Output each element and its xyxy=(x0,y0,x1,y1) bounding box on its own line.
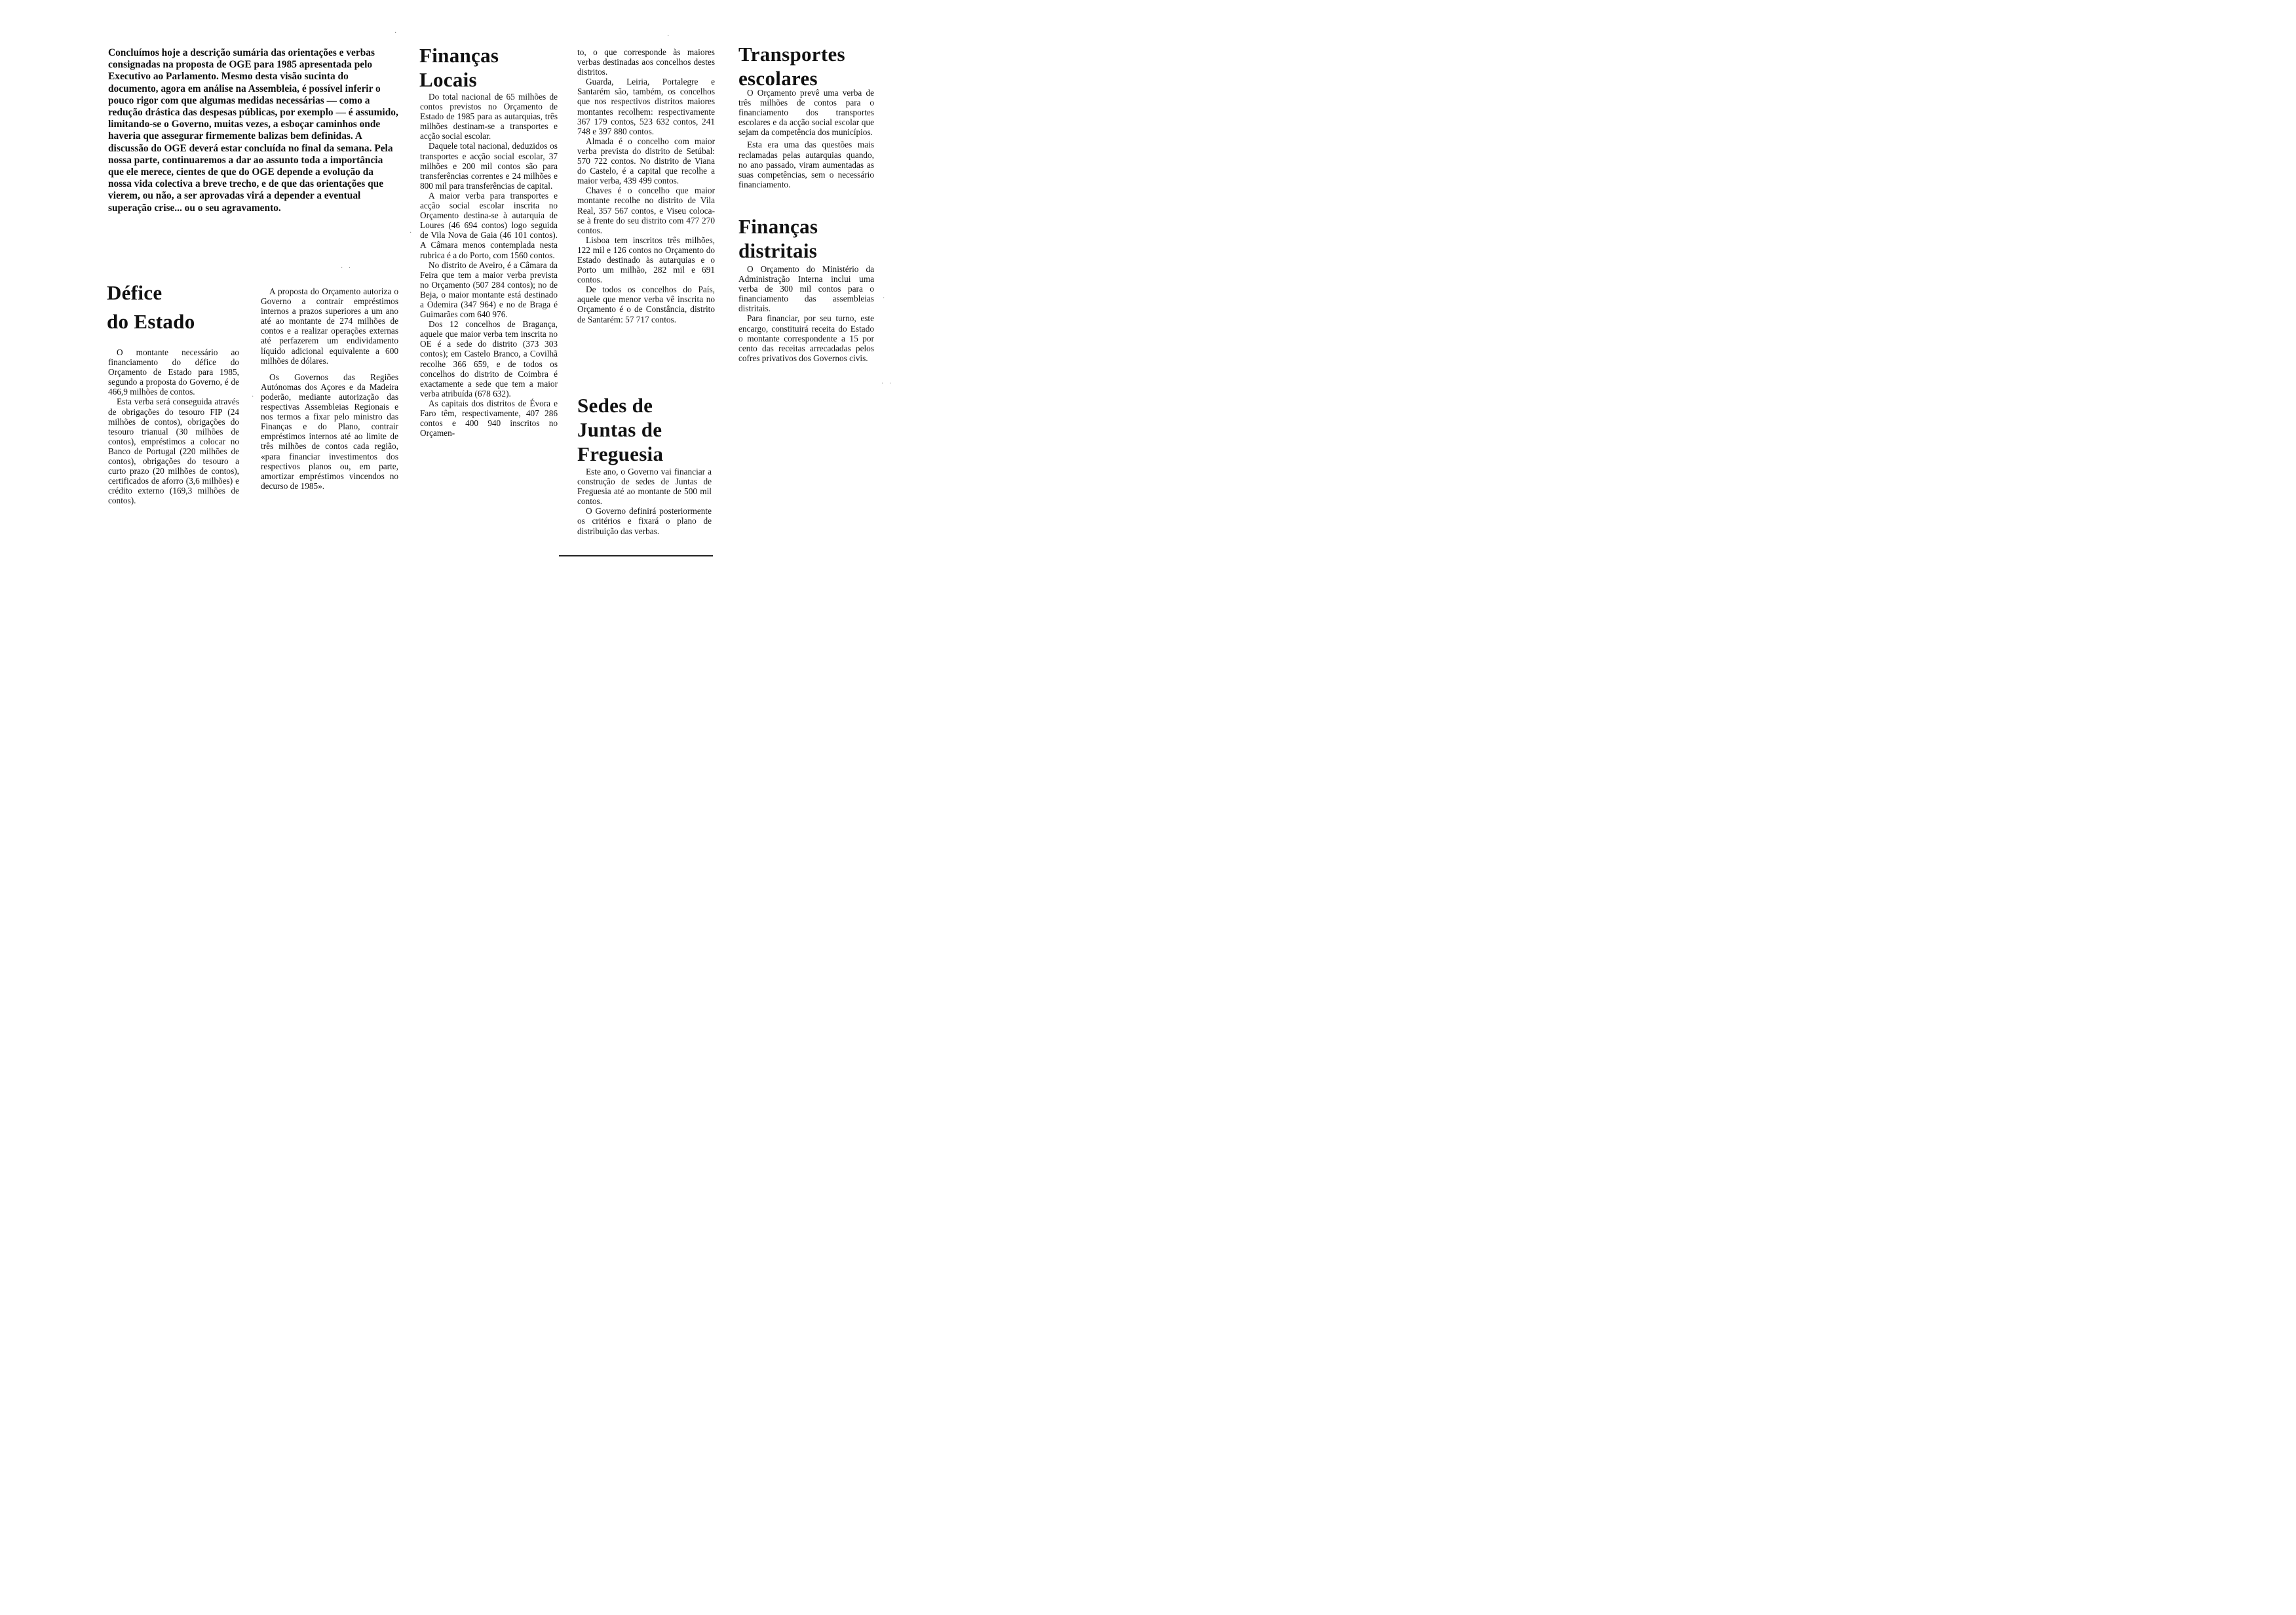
financas-locais-column-1 xyxy=(420,92,558,438)
financas-locais-paragraph: Dos 12 concelhos de Bragança, aquele que maior verba tem inscrita no OE é a sede do distrito (373 303 contos); em Castelo Branco, a Covilhã recolhe 366 659, e de todos os concelhos do distrito de Coimbra é exactamente a sede que tem a maior verba atribuída (678 632). xyxy=(420,319,558,399)
defice-col1-paragraph: O montante necessário ao financiamento do défice do Orçamento de Estado para 1985, segundo a proposta do Governo, é de 466,9 milhões de contos. xyxy=(108,347,239,397)
defice-heading xyxy=(107,281,195,334)
financas-locais-paragraph: A maior verba para transportes e acção social escolar inscrita no Orçamento destina-se à autarquia de Loures (46 694 contos) logo seguida de Vila Nova de Gaia (46 101 contos). A Câmara menos contemplada nesta rubrica é a do Porto, com 1560 contos. xyxy=(420,190,558,260)
sedes-paragraph: Este ano, o Governo vai financiar a construção de sedes de Juntas de Freguesia até ao montante de 500 mil contos. xyxy=(577,467,712,507)
transportes-paragraph: Esta era uma das questões mais reclamadas pelas autarquias quando, no ano passado, viram aumentadas as suas competências, sem o necessário financiamento. xyxy=(738,140,874,189)
financas-locais-paragraph: De todos os concelhos do País, aquele que menor verba vê inscrita no Orçamento é o de Constância, distrito de Santarém: 57 717 contos. xyxy=(577,284,715,324)
defice-column-1 xyxy=(108,347,239,506)
sedes-heading xyxy=(577,393,663,466)
defice-col2-paragraph: Os Governos das Regiões Autónomas dos Açores e da Madeira poderão, mediante autorização das respectivas Assembleias Regionais e nos termos a fixar pelo ministro das Finanças e do Plano, contrair empréstimos internos até ao limite de três milhões de contos cada região, «para financiar investimentos dos respectivos planos ou, em parte, amortizar empréstimos vincendos no decurso de 1985». xyxy=(261,372,398,491)
transportes-paragraph: O Orçamento prevê uma verba de três milhões de contos para o financiamento dos transportes escolares e da acção social escolar que sejam da competência dos municípios. xyxy=(738,88,874,138)
scan-noise-speck: · xyxy=(252,393,256,400)
sedes-paragraph: O Governo definirá posteriormente os critérios e fixará o plano de distribuição das verbas. xyxy=(577,506,712,536)
defice-column-2 xyxy=(261,286,398,491)
transportes-column xyxy=(738,88,874,189)
sedes-column xyxy=(577,467,712,536)
financas-locais-paragraph: Chaves é o concelho que maior montante recolhe no distrito de Vila Real, 357 567 contos, e Viseu coloca-se à frente do seu distrito com 477 270 contos. xyxy=(577,185,715,235)
defice-heading-line2: do Estado xyxy=(107,310,195,333)
financas-distritais-paragraph: Para financiar, por seu turno, este encargo, constituirá receita do Estado o montante correspondente a 15 por cento das receitas arrecadadas pelos cofres privativos dos Governos civis. xyxy=(738,313,874,363)
financas-locais-heading-line2: Locais xyxy=(419,68,477,91)
financas-distritais-heading xyxy=(738,214,818,263)
scan-noise-speck: · xyxy=(883,295,887,302)
financas-locais-heading-line1: Finanças xyxy=(419,44,499,67)
financas-distritais-heading-line2: distritais xyxy=(738,239,818,262)
financas-distritais-column xyxy=(738,264,874,363)
financas-locais-paragraph: As capitais dos distritos de Évora e Faro têm, respectivamente, 407 286 contos e 400 940 inscritos no Orçamen- xyxy=(420,398,558,438)
sedes-heading-line1: Sedes de xyxy=(577,394,653,417)
transportes-heading-line1: Transportes xyxy=(738,43,845,66)
financas-distritais-heading-line1: Finanças xyxy=(738,215,818,238)
financas-locais-paragraph: Do total nacional de 65 milhões de contos previstos no Orçamento de Estado de 1985 para as autarquias, três milhões destinam-se a transportes e acção social escolar. xyxy=(420,92,558,142)
scan-noise-speck: · xyxy=(410,229,414,237)
transportes-heading-line2: escolares xyxy=(738,67,818,90)
financas-locais-column-2 xyxy=(577,47,715,324)
financas-locais-paragraph: No distrito de Aveiro, é a Câmara da Feira que tem a maior verba prevista no Orçamento (507 284 contos); no de Beja, o maior montante está destinado a Odemira (347 964) e no de Braga é Guimarães com 640 976. xyxy=(420,260,558,320)
financas-locais-paragraph: Daquele total nacional, deduzidos os transportes e acção social escolar, 37 milhões e 200 mil contos são para transferências correntes e 24 milhões e 800 mil para transferências de capital. xyxy=(420,141,558,191)
financas-locais-paragraph: Almada é o concelho com maior verba prevista do distrito de Setúbal: 570 722 contos. No distrito de Viana do Castelo, é a capital que recolhe a maior verba, 439 499 contos. xyxy=(577,136,715,186)
financas-locais-paragraph: Guarda, Leiria, Portalegre e Santarém são, também, os concelhos que nos respectivos distritos maiores montantes recolhem: respectivamente 367 179 contos, 523 632 contos, 241 748 e 397 880 contos. xyxy=(577,77,715,136)
newspaper-page xyxy=(0,0,1027,723)
intro-paragraph: Concluímos hoje a descrição sumária das orientações e verbas consignadas na proposta de OGE para 1985 apresentada pelo Executivo ao Parlamento. Mesmo desta visão sucinta do documento, agora em análise na Assembleia, é possível inferir o pouco rigor com que algumas medidas necessárias — como a redução drástica das despesas públicas, por exemplo — é assumido, limitando-se o Governo, muitas vezes, a esboçar caminhos onde haveria que assegurar firmemente balizas bem definidas. A discussão do OGE deverá estar concluída no final da semana. Pela nossa parte, continuaremos a dar ao assunto toda a importância que ele merece, cientes de que do OGE depende a evolução da nossa vida colectiva a breve trecho, e de que das orientações que vierem, ou não, a ser aprovadas virá a depender a eventual superação crise... ou o seu agravamento. xyxy=(108,47,398,214)
scan-noise-speck: · xyxy=(394,29,399,37)
scan-noise-speck: · · xyxy=(881,380,894,387)
transportes-heading xyxy=(738,42,845,90)
financas-locais-paragraph: to, o que corresponde às maiores verbas destinadas aos concelhos destes distritos. xyxy=(577,47,715,77)
defice-col1-paragraph: Esta verba será conseguida através de obrigações do tesouro FIP (24 milhões de contos), obrigações do tesouro trianual (30 milhões de contos), empréstimos a colocar no Banco de Portugal (220 milhões de contos), obrigações do tesouro a curto prazo (20 milhões de contos), certificados de aforro (3,6 milhões) e crédito externo (169,3 milhões de contos). xyxy=(108,397,239,506)
financas-locais-paragraph: Lisboa tem inscritos três milhões, 122 mil e 126 contos no Orçamento do Estado destinado às autarquias e o Porto um milhão, 282 mil e 691 contos. xyxy=(577,235,715,285)
financas-distritais-paragraph: O Orçamento do Ministério da Administração Interna inclui uma verba de 300 mil contos para o financiamento das assembleias distritais. xyxy=(738,264,874,314)
defice-col2-paragraph: A proposta do Orçamento autoriza o Governo a contrair empréstimos internos a prazos superiores a um ano até ao montante de 274 milhões de contos e a realizar operações externas até perfazerem um endividamento líquido adicional equivalente a 600 milhões de dólares. xyxy=(261,286,398,366)
scan-noise-speck: · xyxy=(667,33,672,40)
scan-noise-speck: · · xyxy=(341,265,353,272)
defice-heading-line1: Défice xyxy=(107,281,163,304)
sedes-heading-line3: Freguesia xyxy=(577,442,664,465)
sedes-heading-line2: Juntas de xyxy=(577,418,662,441)
financas-locais-heading xyxy=(419,43,499,92)
section-divider-rule xyxy=(559,555,713,556)
